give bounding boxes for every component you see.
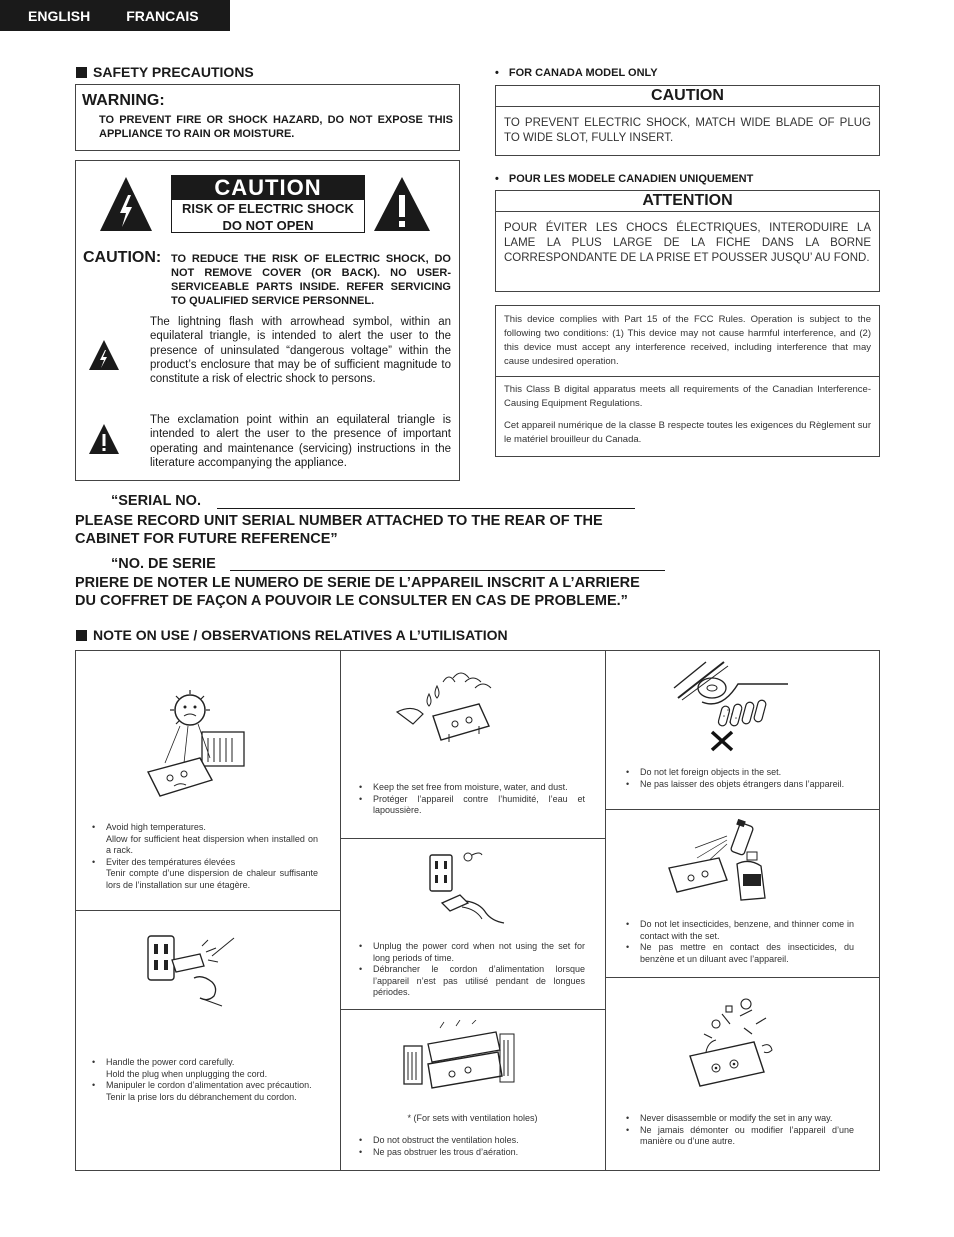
square-bullet-icon xyxy=(76,67,87,78)
note-heat-item: Tenir compte d’une dispersion de chaleur suffisante lors de l’installation sur une étagère. xyxy=(106,868,318,890)
disassemble-illustration xyxy=(682,994,778,1090)
caution-label: CAUTION: xyxy=(83,249,162,266)
note-cord-item: • Manipuler le cordon d’alimentation avec précaution. xyxy=(92,1080,318,1092)
note-foreign-item: • Do not let foreign objects in the set. xyxy=(626,767,854,779)
serial-text-en-2: CABINET FOR FUTURE REFERENCE” xyxy=(75,531,338,547)
caution-banner xyxy=(171,175,365,233)
note-disassemble-item: • Ne jamais démonter ou modifier l’appareil d’une manière ou d’une autre. xyxy=(626,1125,854,1148)
grid-divider xyxy=(340,1009,605,1010)
attention-title: ATTENTION xyxy=(496,191,879,212)
warning-box xyxy=(75,84,460,151)
caution-text: TO REDUCE THE RISK OF ELECTRIC SHOCK, DO NOT REMOVE COVER (OR BACK). NO USER-SERVICEABLE PARTS INSIDE. REFER SERVICING TO QUALIFIED SERVICE PERSONNEL. xyxy=(171,253,451,307)
insecticide-illustration xyxy=(665,818,783,902)
note-heat-item: • Eviter des températures élevées xyxy=(92,857,318,869)
grid-divider xyxy=(605,650,606,1171)
serial-blank-en[interactable] xyxy=(217,508,635,509)
fcc-divider xyxy=(496,376,879,377)
note-cord-item: • Handle the power cord carefully. xyxy=(92,1057,318,1069)
grid-divider xyxy=(605,977,880,978)
safety-precautions-title: SAFETY PRECAUTIONS xyxy=(93,64,254,80)
warning-title: WARNING: xyxy=(82,92,165,109)
attention-box xyxy=(495,190,880,292)
fcc-classb-en-text: This Class B digital apparatus meets all requirements of the Canadian Interference-Causing Equipment Regulations. xyxy=(504,384,871,409)
caution-banner-line1: RISK OF ELECTRIC SHOCK xyxy=(182,201,354,216)
note-foreign xyxy=(626,767,854,790)
grid-divider xyxy=(340,838,605,839)
note-cord-item: Tenir la prise lors du débranchement du cordon. xyxy=(106,1091,297,1102)
serial-label-en: “SERIAL NO. xyxy=(111,493,201,509)
canada-caution-box xyxy=(495,85,880,156)
tab-francais[interactable]: FRANCAIS xyxy=(126,7,199,24)
exclamation-warning-icon xyxy=(372,175,432,233)
note-insect xyxy=(626,919,854,965)
foreign-objects-illustration xyxy=(668,658,792,754)
exclamation-symbol-icon xyxy=(88,423,120,455)
lightning-symbol-icon xyxy=(88,339,120,371)
canada-label-fr-text: POUR LES MODELE CANADIEN UNIQUEMENT xyxy=(508,173,754,185)
note-moisture-item: • Protéger l’appareil contre l’humidité, l’eau et lapoussière. xyxy=(359,794,585,817)
canada-label-text: FOR CANADA MODEL ONLY xyxy=(508,67,658,79)
note-insect-item: • Do not let insecticides, benzene, and thinner come in contact with the set. xyxy=(626,919,854,942)
note-heat-item: • Avoid high temperatures. xyxy=(92,822,318,834)
canada-label-fr: • POUR LES MODELE CANADIEN UNIQUEMENT xyxy=(495,173,754,185)
tab-english[interactable]: ENGLISH xyxy=(28,7,91,24)
sun-heat-illustration xyxy=(140,688,250,800)
note-moisture-item: • Keep the set free from moisture, water, and dust. xyxy=(359,782,585,794)
note-unplug xyxy=(359,941,585,999)
moisture-illustration xyxy=(393,668,498,744)
note-unplug-item: • Débrancher le cordon d’alimentation lorsque l’appareil n’est pas utilisé pendant de longues périodes. xyxy=(359,964,585,999)
note-vent-item: • Do not obstruct the ventilation holes. xyxy=(359,1135,585,1147)
note-moisture xyxy=(359,782,585,817)
power-cord-illustration xyxy=(142,930,237,1008)
serial-text-fr-1: PRIERE DE NOTER LE NUMERO DE SERIE DE L’APPAREIL INSCRIT A L’ARRIERE xyxy=(75,575,640,591)
serial-text-fr-2: DU COFFRET DE FAÇON A POUVOIR LE CONSULTER EN CAS DE PROBLEME.” xyxy=(75,593,628,609)
language-tab-bar xyxy=(0,0,230,31)
note-foreign-item: • Ne pas laisser des objets étrangers dans l’appareil. xyxy=(626,779,854,791)
ventilation-illustration xyxy=(400,1020,520,1092)
canada-label: • FOR CANADA MODEL ONLY xyxy=(495,67,658,79)
unplug-illustration xyxy=(420,847,510,927)
fcc-part15-text: This device complies with Part 15 of the FCC Rules. Operation is subject to the following two conditions: (1) This device may not cause harmful interference, and (2) this device must accept any interference received, including interference that may cause undesired operation. xyxy=(504,314,871,367)
note-cord xyxy=(92,1057,318,1103)
note-on-use-heading xyxy=(76,627,508,643)
exclamation-description: The exclamation point within an equilateral triangle is intended to alert the user to the presence of important operating and maintenance (servicing) instructions in the literature accompanying the appliance. xyxy=(150,414,451,469)
serial-text-en-1: PLEASE RECORD UNIT SERIAL NUMBER ATTACHED TO THE REAR OF THE xyxy=(75,513,603,529)
fcc-box xyxy=(495,305,880,457)
safety-precautions-heading xyxy=(76,64,254,80)
note-heat xyxy=(92,822,318,891)
square-bullet-icon xyxy=(76,630,87,641)
canada-caution-text: TO PREVENT ELECTRIC SHOCK, MATCH WIDE BLADE OF PLUG TO WIDE SLOT, FULLY INSERT. xyxy=(504,117,871,144)
serial-label-fr: “NO. DE SERIE xyxy=(111,556,216,572)
caution-box xyxy=(75,160,460,481)
note-vent-item: • Ne pas obstruer les trous d’aération. xyxy=(359,1147,585,1159)
grid-divider xyxy=(605,809,880,810)
lightning-warning-icon xyxy=(98,175,154,233)
note-unplug-item: • Unplug the power cord when not using the set for long periods of time. xyxy=(359,941,585,964)
canada-caution-title: CAUTION xyxy=(496,86,879,107)
lightning-description: The lightning flash with arrowhead symbol, within an equilateral triangle, is intended to alert the user to the presence of uninsulated “dangerous voltage” within the product’s enclosure that may be of sufficient magnitude to constitute a risk of electric shock to persons. xyxy=(150,316,451,386)
attention-text: POUR ÉVITER LES CHOCS ÉLECTRIQUES, INTERODUIRE LA LAME LA PLUS LARGE DE LA FICHE DANS LA BORNE CORRESPONDANTE DE LA PRISE ET POUSSER JUSQU’ AU FOND. xyxy=(504,222,871,264)
note-disassemble-item: • Never disassemble or modify the set in any way. xyxy=(626,1113,854,1125)
serial-blank-fr[interactable] xyxy=(230,570,665,571)
note-disassemble xyxy=(626,1113,854,1148)
caution-banner-line2: DO NOT OPEN xyxy=(222,218,314,233)
fcc-classb-fr-text: Cet appareil numérique de la classe B respecte toutes les exigences du Règlement sur le matériel brouilleur du Canada. xyxy=(504,420,871,445)
note-heat-item: Allow for sufficient heat dispersion when installed on a rack. xyxy=(106,833,318,855)
grid-divider xyxy=(340,650,341,1171)
grid-divider xyxy=(75,910,340,911)
warning-text: TO PREVENT FIRE OR SHOCK HAZARD, DO NOT EXPOSE THIS APPLIANCE TO RAIN OR MOISTURE. xyxy=(99,114,453,140)
note-on-use-title: NOTE ON USE / OBSERVATIONS RELATIVES A L’UTILISATION xyxy=(93,627,508,643)
note-vent xyxy=(359,1135,585,1158)
note-insect-item: • Ne pas mettre en contact des insecticides, du benzène et un diluant avec l’appareil. xyxy=(626,942,854,965)
note-vent-star: * (For sets with ventilation holes) xyxy=(407,1113,538,1123)
caution-banner-title: CAUTION xyxy=(172,176,364,200)
note-cord-item: Hold the plug when unplugging the cord. xyxy=(106,1068,268,1079)
